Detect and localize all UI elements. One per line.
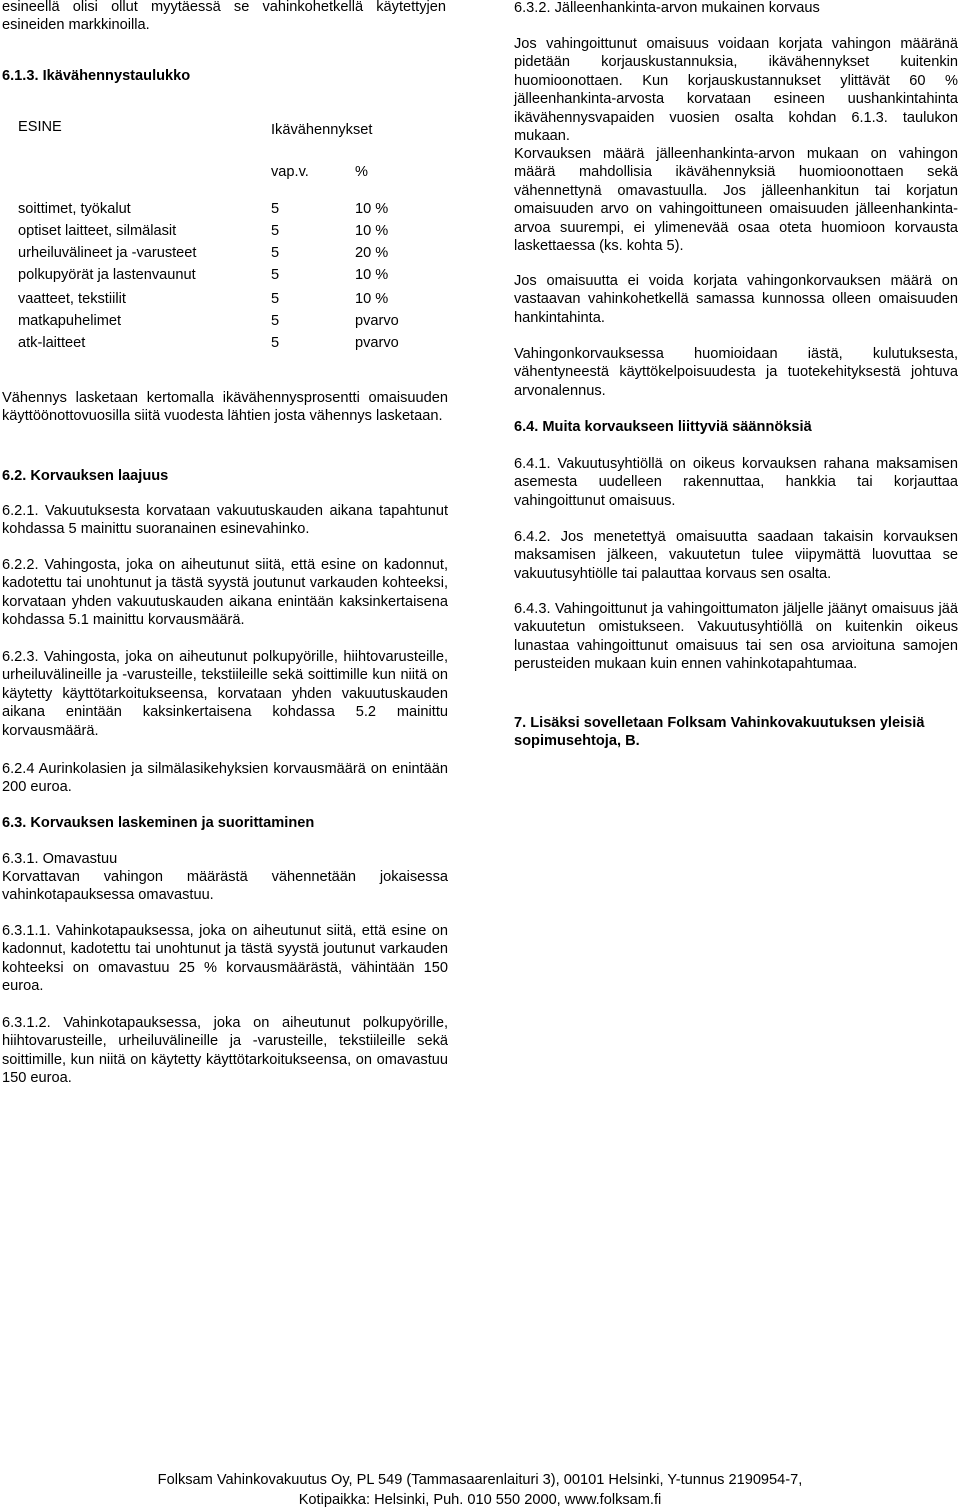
row-pct: pvarvo bbox=[355, 313, 399, 329]
intro-paragraph: esineellä olisi ollut myytäessä se vahinkohetkellä käytettyjen esineiden markkinoilla. bbox=[2, 0, 446, 34]
table-note: Vähennys lasketaan kertomalla ikävähennysprosentti omaisuuden käyttöönottovuosilla siitä vuodesta lähtien josta vähennys lasketaan. bbox=[2, 390, 448, 425]
row-years: 5 bbox=[271, 223, 280, 239]
paragraph-6-3-1-title: 6.3.1. Omavastuu bbox=[2, 851, 118, 867]
table-header-row bbox=[18, 118, 416, 136]
paragraph-6-4-3: 6.4.3. Vahingoittunut ja vahingoittumaton jäljelle jäänyt omaisuus jää vakuutetun omistukseen. Vakuutusyhtiöllä on kuitenkin oikeus lunastaa vahingoittunut omaisuus tai sen osa arvioituna samojen perusteiden mukaan kuin ennen vahinkotapahtumaa. bbox=[514, 601, 958, 673]
paragraph-6-4-1: 6.4.1. Vakuutusyhtiöllä on oikeus korvauksen rahana maksamisen asemesta uudelleen rakennuttaa, hankkia tai korjauttaa vahingoittunut omaisuus. bbox=[514, 456, 958, 509]
row-years: 5 bbox=[271, 335, 280, 351]
row-pct: 10 % bbox=[355, 201, 389, 217]
row-item: soittimet, työkalut bbox=[18, 201, 131, 217]
page-footer bbox=[0, 1470, 960, 1510]
table-row bbox=[18, 266, 416, 284]
table-row bbox=[18, 222, 416, 240]
paragraph-6-2-2: 6.2.2. Vahingosta, joka on aiheutunut siitä, että esine on kadonnut, kadotettu tai unohtunut ja tästä syystä joutunut varkauden kohteeksi, korvataan yhden vakuutuskauden aikana enintään kaksinkertaisena kohdassa 5.1 mainittu korvausmäärä. bbox=[2, 557, 448, 629]
heading-7: 7. Lisäksi sovelletaan Folksam Vahinkovakuutuksen yleisiä sopimusehtoja, B. bbox=[514, 715, 925, 750]
row-item: vaatteet, tekstiilit bbox=[18, 291, 126, 307]
paragraph-6-2-1: 6.2.1. Vakuutuksesta korvataan vakuutuskauden aikana tapahtunut kohdassa 5 mainittu suoranainen esinevahinko. bbox=[2, 503, 448, 538]
paragraph-6-2-4: 6.2.4 Aurinkolasien ja silmälasikehyksien korvausmäärä on enintään 200 euroa. bbox=[2, 761, 448, 796]
row-pct: 10 % bbox=[355, 223, 389, 239]
paragraph-6-2-3: 6.2.3. Vahingosta, joka on aiheutunut polkupyörille, hiihtovarusteille, urheiluvälineille ja -varusteille, tekstiileille sekä soittimille kun niitä on käytetty käyttötarkoitukseensa, korvataan yhden vakuutuskauden aikana enintään kaksinkertaisena kohdassa 5.2 mainittu korvausmäärä. bbox=[2, 649, 448, 739]
col-years-header: vap.v. bbox=[271, 164, 309, 180]
table-row bbox=[18, 290, 416, 308]
row-item: matkapuhelimet bbox=[18, 313, 122, 329]
table-row bbox=[18, 312, 416, 330]
row-years: 5 bbox=[271, 245, 280, 261]
paragraph-6-3-1: Korvattavan vahingon määrästä vähennetään jokaisessa vahinkotapauksessa omavastuu. bbox=[2, 869, 448, 904]
table-subheader-row bbox=[18, 163, 416, 181]
paragraph-6-3-1-1: 6.3.1.1. Vahinkotapauksessa, joka on aiheutunut siitä, että esine on kadonnut, kadotettu tai unohtunut ja tästä syystä joutunut varkauden kohteeksi on omavastuu 25 % korvausmäärästä, vähintään 150 euroa. bbox=[2, 923, 448, 995]
row-item: optiset laitteet, silmälasit bbox=[18, 223, 177, 239]
footer-line-1: Folksam Vahinkovakuutus Oy, PL 549 (Tammasaarenlaituri 3), 00101 Helsinki, Y-tunnus 2190954-7, bbox=[157, 1472, 803, 1488]
paragraph-6-3-2-a: Jos vahingoittunut omaisuus voidaan korjata vahingon määränä pidetään korjauskustannuksia, ikävähennykset kuitenkin huomioonottaen. Kun korjauskustannukset ylittävät 60 % jälleenhankinta-arvosta korvataan esineen uushankintahinta ikävähennysvapaiden vuosien osalta kohdan 6.1.3. taulukon mukaan. bbox=[514, 36, 958, 145]
heading-6-2: 6.2. Korvauksen laajuus bbox=[2, 468, 169, 484]
col-pct-header: % bbox=[355, 164, 368, 180]
table-row bbox=[18, 334, 416, 352]
row-pct: pvarvo bbox=[355, 335, 399, 351]
heading-6-4: 6.4. Muita korvaukseen liittyviä säännöksiä bbox=[514, 419, 812, 435]
row-years: 5 bbox=[271, 201, 280, 217]
col-group-header: Ikävähennykset bbox=[271, 122, 373, 138]
heading-6-3-2: 6.3.2. Jälleenhankinta-arvon mukainen korvaus bbox=[514, 0, 820, 16]
paragraph-6-3-2-d: Vahingonkorvauksessa huomioidaan iästä, kulutuksesta, vähentyneestä käyttökelpoisuudesta ja tuotekehityksestä johtuva arvonalennus. bbox=[514, 346, 958, 399]
heading-6-3: 6.3. Korvauksen laskeminen ja suorittaminen bbox=[2, 815, 315, 831]
row-pct: 10 % bbox=[355, 267, 389, 283]
row-years: 5 bbox=[271, 267, 280, 283]
paragraph-6-3-2-c: Jos omaisuutta ei voida korjata vahingonkorvauksen määrä on vastaavan vahinkohetkellä samassa kunnossa olleen omaisuuden hankintahinta. bbox=[514, 273, 958, 326]
paragraph-6-4-2: 6.4.2. Jos menetettyä omaisuutta saadaan takaisin korvauksen maksamisen jälkeen, vakuutetun tulee viipymättä luovuttaa se vakuutusyhtiölle tai palauttaa korvaus sen osalta. bbox=[514, 529, 958, 582]
table-row bbox=[18, 244, 416, 262]
paragraph-6-3-2-b: Korvauksen määrä jälleenhankinta-arvon mukaan on vahingon määrä mahdollisia ikävähennyksiä huomioonottaen sekä vähennettynä omavastuulla. Jos jälleenhankitun tai korjatun omaisuuden arvo on vahingoittuneen omaisuuden jälleenhankinta-arvoa suurempi, ei ylimenevää osaa oteta huomioon korvausta laskettaessa (ks. kohta 5). bbox=[514, 146, 958, 255]
row-years: 5 bbox=[271, 291, 280, 307]
row-pct: 10 % bbox=[355, 291, 389, 307]
row-item: atk-laitteet bbox=[18, 335, 86, 351]
table-heading: 6.1.3. Ikävähennystaulukko bbox=[2, 68, 191, 84]
footer-line-2: Kotipaikka: Helsinki, Puh. 010 550 2000, www.folksam.fi bbox=[298, 1492, 662, 1508]
table-row bbox=[18, 200, 416, 218]
paragraph-6-3-1-2: 6.3.1.2. Vahinkotapauksessa, joka on aiheutunut polkupyörille, hiihtovarusteille, urheiluvälineille ja -varusteille, tekstiileille sekä soittimille, kun niitä on käytetty käyttötarkoitukseensa, on omavastuu 150 euroa. bbox=[2, 1015, 448, 1087]
row-years: 5 bbox=[271, 313, 280, 329]
row-item: urheiluvälineet ja -varusteet bbox=[18, 245, 197, 261]
row-pct: 20 % bbox=[355, 245, 389, 261]
col-item-header: ESINE bbox=[18, 119, 62, 135]
row-item: polkupyörät ja lastenvaunut bbox=[18, 267, 196, 283]
